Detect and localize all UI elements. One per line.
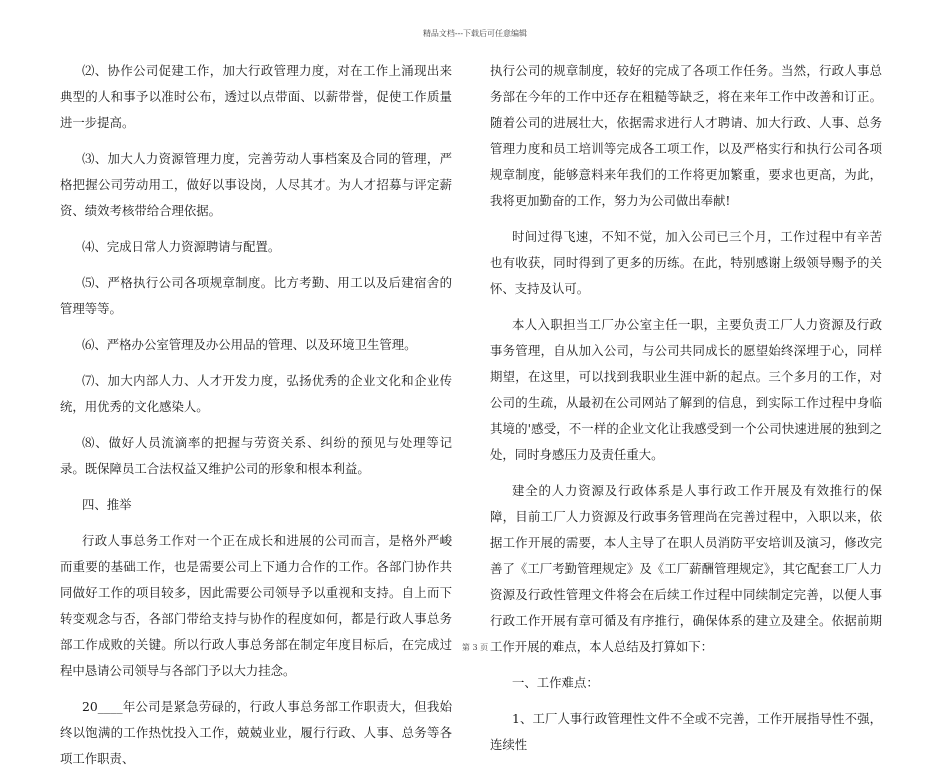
section-heading: 四、推举 bbox=[82, 497, 132, 512]
paragraph: 执行公司的规章制度，较好的完成了各项工作任务。当然，行政人事总务部在今年的工作中还存在粗糙等缺乏，将在来年工作中改善和订正。随着公司的进展壮大，依据需求进行人才聘请、加大行政、人事、总务管理力度和员工培训等完成各工项工作，以及严格实行和执行公司各项规章制度，能够意料来年我们的工作将更加繁重，要求也更高，为此，我将更加勤奋的工作，努力为公司做出奉献! bbox=[490, 63, 882, 208]
page-number: 第 3 页 bbox=[461, 643, 489, 652]
paragraph: 时间过得飞速，不知不觉，加入公司已三个月，工作过程中有辛苦也有收获，同时得到了更多的历练。在此，特别感谢上级领导赐予的关怀、支持及认可。 bbox=[490, 229, 882, 296]
paragraph: ⑷、完成日常人力资源聘请与配置。 bbox=[82, 239, 281, 254]
right-column bbox=[490, 58, 882, 768]
paragraph: 行政人事总务工作对一个正在成长和进展的公司而言，是格外严峻而重要的基础工作，也是需要公司上下通力合作的工作。各部门协作共同做好工作的项目较多，因此需要公司领导予以重视和支持。自上而下转变观念与否，各部门带给支持与协作的程度如何，都是行政人事总务部工作成败的关键。所以行政人事总务部在制定年度目标后，在完成过程中恳请公司领导与各部门予以大力挂念。 bbox=[60, 533, 452, 678]
section-heading: 一、工作难点： bbox=[512, 675, 599, 690]
paragraph: 建全的人力资源及行政体系是人事行政工作开展及有效推行的保障，目前工厂人力资源及行政事务管理尚在完善过程中，入职以来，依据工作开展的需要，本人主导了在职人员消防平安培训及演习，修改完善了《工厂考勤管理规定》及《工厂薪酬管理规定》，其它配套工厂人力资源及行政性管理文件将会在后续工作过程中同续制定完善，以便人事行政工作开展有章可循及有序推行，确保体系的建立及建全。依据前期工作开展的难点，本人总结及打算如下： bbox=[490, 483, 882, 654]
page-header: 精品文档---下载后可任意编辑 bbox=[422, 29, 528, 38]
paragraph: ⑻、做好人员流滴率的把握与劳资关系、纠纷的预见与处理等记录。既保障员工合法权益又维护公司的形象和根本利益。 bbox=[60, 435, 452, 476]
paragraph: ⑹、严格办公室管理及办公用品的管理、以及环境卫生管理。 bbox=[82, 337, 417, 352]
paragraph: ⑸、严格执行公司各项规章制度。比方考勤、用工以及后建宿舍的管理等等。 bbox=[60, 275, 452, 316]
left-column bbox=[60, 58, 452, 782]
paragraph: 本人入职担当工厂办公室主任一职，主要负责工厂人力资源及行政事务管理，自从加入公司，与公司共同成长的愿望始终深埋于心，同样期望，在这里，可以找到我职业生涯中新的起点。三个多月的工作，对公司的生疏，从最初在公司网站了解到的信息，到实际工作过程中身临其境的'感受，不一样的企业文化让我感受到一个公司快速进展的独到之处，同时身感压力及责任重大。 bbox=[490, 317, 882, 462]
paragraph: 20____年公司是紧急劳碌的，行政人事总务部工作职责大，但我始终以饱满的工作热忱投入工作，兢兢业业，履行行政、人事、总务等各项工作职责、 bbox=[60, 699, 452, 766]
paragraph: 1、工厂人事行政管理性文件不全或不完善，工作开展指导性不强，连续性 bbox=[490, 711, 882, 752]
paragraph: ⑺、加大内部人力、人才开发力度，弘扬优秀的企业文化和企业传统，用优秀的文化感染人。 bbox=[60, 373, 452, 414]
paragraph: ⑶、加大人力资源管理力度，完善劳动人事档案及合同的管理，严格把握公司劳动用工，做好以事设岗，人尽其才。为人才招募与评定薪资、绩效考核带给合理依据。 bbox=[60, 151, 452, 218]
paragraph: ⑵、协作公司促建工作，加大行政管理力度，对在工作上涌现出来典型的人和事予以准时公布，透过以点带面、以薪带誉，促使工作质量进一步提高。 bbox=[60, 63, 452, 130]
